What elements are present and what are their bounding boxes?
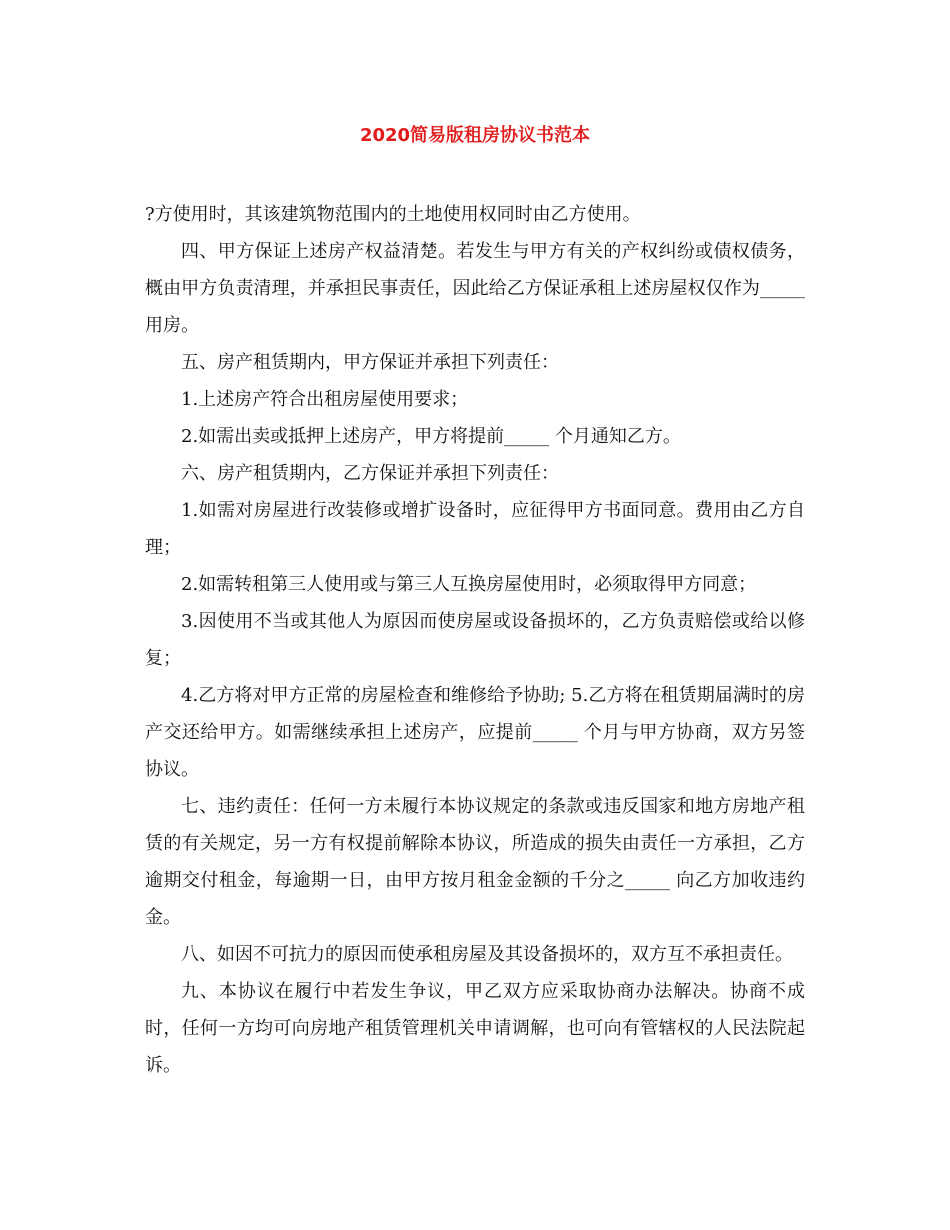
paragraph: 3.因使用不当或其他人为原因而使房屋或设备损坏的，乙方负责赔偿或给以修复； (145, 611, 805, 669)
document-body (145, 196, 811, 1084)
paragraph: 九、本协议在履行中若发生争议，甲乙双方应采取协商办法解决。协商不成时，任何一方均可向房地产租赁管理机关申请调解，也可向有管辖权的人民法院起诉。 (145, 981, 805, 1076)
paragraph: 1.上述房产符合出租房屋使用要求； (181, 389, 469, 410)
paragraph: 1.如需对房屋进行改装修或增扩设备时，应征得甲方书面同意。费用由乙方自理； (145, 500, 805, 558)
paragraph: 2.如需转租第三人使用或与第三人互换房屋使用时，必须取得甲方同意； (181, 574, 757, 595)
paragraph: 七、违约责任：任何一方未履行本协议规定的条款或违反国家和地方房地产租赁的有关规定，另一方有权提前解除本协议，所造成的损失由责任一方承担，乙方逾期交付租金，每逾期一日，由甲方按月租金金额的千分之_____ 向乙方加收违约金。 (145, 796, 805, 928)
paragraph: 四、甲方保证上述房产权益清楚。若发生与甲方有关的产权纠纷或债权债务，概由甲方负责清理，并承担民事责任，因此给乙方保证承租上述房屋权仅作为_____ 用房。 (145, 241, 811, 336)
paragraph: 八、如因不可抗力的原因而使承租房屋及其设备损坏的，双方互不承担责任。 (181, 944, 793, 965)
paragraph: 4.乙方将对甲方正常的房屋检查和维修给予协助; 5.乙方将在租赁期届满时的房产交还给甲方。如需继续承担上述房产，应提前_____ 个月与甲方协商，双方另签协议。 (145, 685, 805, 780)
paragraph: 五、房产租赁期内，甲方保证并承担下列责任： (181, 352, 559, 373)
document-title: 2020简易版租房协议书范本 (359, 125, 591, 146)
paragraph: 2.如需出卖或抵押上述房产，甲方将提前_____ 个月通知乙方。 (181, 426, 681, 447)
paragraph: 六、房产租赁期内，乙方保证并承担下列责任： (181, 463, 559, 484)
paragraph: ?方使用时，其该建筑物范围内的土地使用权同时由乙方使用。 (145, 204, 641, 225)
